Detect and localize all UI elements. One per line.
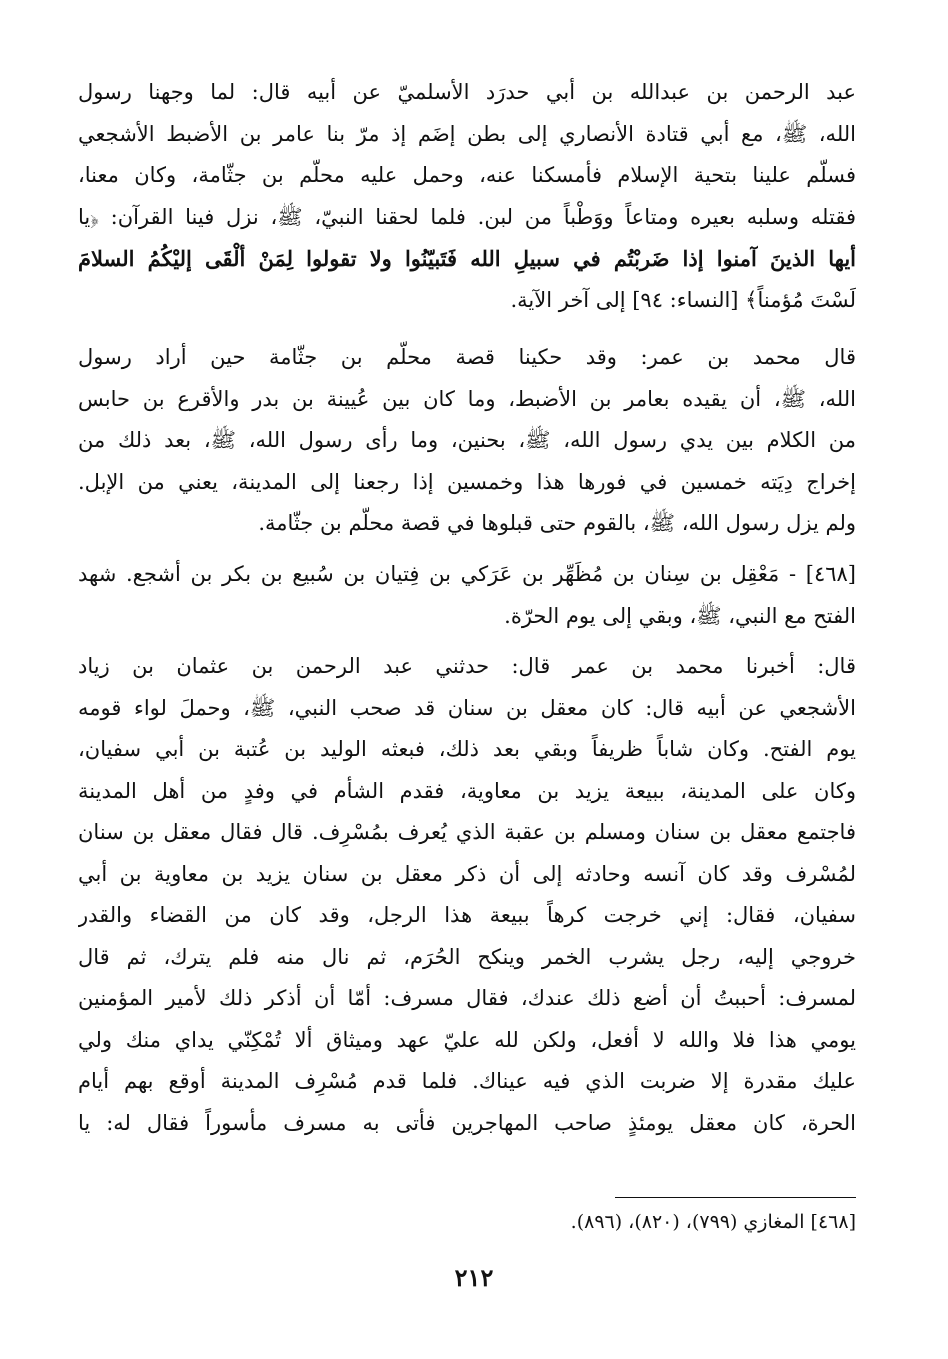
text-line: الحرة، كان معقل يومئذٍ صاحب المهاجرين فأتى به مسرف مأسوراً فقال له: يا <box>78 1110 856 1135</box>
text-line: عبد الرحمن بن عبدالله بن أبي حدرَد الأسلميّ عن أبيه قال: لما وجهنا رسول <box>78 80 856 104</box>
text-line: لَسْتَ مُؤمناً﴾ [النساء: ٩٤] إلى آخر الآية. <box>510 287 856 312</box>
text-line: قال: أخبرنا محمد بن عمر قال: حدثني عبد الرحمن بن عثمان بن زياد <box>78 654 856 678</box>
text-line: عليك مقدرة إلا ضربت الذي فيه عيناك. فلما قدم مُسْرِف المدينة أوقع بهم أيام <box>78 1069 856 1093</box>
text-line: فقتله وسلبه بعيره ومتاعاً ووَطْباً من لبن. فلما لحقنا النبيّ، ﷺ، نزل فينا القرآن: ﴿يا <box>78 204 856 229</box>
page-number: ٢١٢ <box>454 1263 494 1292</box>
text-line: سفيان، فقال: إني خرجت كرهاً ببيعة هذا الرجل، وقد كان من القضاء والقدر <box>78 903 856 927</box>
entry-title-line: [٤٦٨] - مَعْقِل بن سِنان بن مُظَهِّر بن عَرَكي بن فِتيان بن سُبيع بن بكر بن أشجع. شهد <box>78 562 856 586</box>
text-line: الأشجعي عن أبيه قال: كان معقل بن سنان قد صحب النبي، ﷺ، وحملَ لواء قومه <box>78 695 856 720</box>
text-line: الله، ﷺ، أن يقيده بعامر بن الأضبط، وما كان بين عُيينة بن بدر والأقرع بن حابس <box>78 386 856 411</box>
text-line: فاجتمع معقل بن سنان ومسلم بن عقبة الذي يُعرف بمُسْرِف. قال فقال معقل بن سنان <box>78 820 856 844</box>
text-line: لمسرف: أحببتُ أن أضع ذلك عندك، فقال مسرف: أمّا أن أذكر ذلك لأمير المؤمنين <box>78 986 856 1010</box>
text-line: إخراج دِيَته خمسين في فورها هذا وخمسين إذا رجعنا إلى المدينة، يعني من الإبل. <box>78 469 856 494</box>
text-line: خروجي إليه، رجل يشرب الخمر وينكح الحُرَم، ثم نال منه فلم يترك، ثم قال <box>78 944 856 969</box>
text-line: وكان على المدينة، ببيعة يزيد بن معاوية، فقدم الشأم في وفدٍ من أهل المدينة <box>78 778 856 803</box>
text-line: لمُسْرف وقد كان آنسه وحادثه إلى أن ذكر معقل بن سنان يزيد بن معاوية بن أبي <box>78 861 856 886</box>
text-line: الفتح مع النبي، ﷺ، وبقي إلى يوم الحرّة. <box>504 603 856 628</box>
paragraph-maqil-narration <box>78 646 856 1144</box>
text-line: قال محمد بن عمر: وقد حكينا قصة محلّم بن جثّامة حين أراد رسول <box>78 345 856 369</box>
entry-heading-maqil-ibn-sinan <box>78 554 856 637</box>
paragraph-hadith-narration <box>78 72 856 321</box>
text-line: يومي هذا فلا والله لا أفعل، ولكن لله عليّ عهد وميثاق ألا تُمْكِنّي يداي منك ولي <box>78 1027 856 1052</box>
quran-verse-line: أيها الذينَ آمنوا إذا ضَربْتُم في سبيلِ الله فَتَبيّنُوا ولا تقولوا لِمَنْ ألْقَى إليْكُمُ السلامَ <box>78 246 856 271</box>
paragraph-muhammad-ibn-umar <box>78 337 856 545</box>
footnote: [٤٦٨] المغازي (٧٩٩)، (٨٢٠)، (٨٩٦). <box>570 1211 856 1233</box>
text-line: ولم يزل رسول الله، ﷺ، بالقوم حتى قبلوها في قصة محلّم بن جثّامة. <box>258 511 856 535</box>
text-line: يوم الفتح. وكان شاباً ظريفاً وبقي بعد ذلك، فبعثه الوليد بن عُتبة بن أبي سفيان، <box>78 737 856 761</box>
text-line: من الكلام بين يدي رسول الله، ﷺ، بحنين، وما رأى رسول الله، ﷺ، بعد ذلك من <box>78 428 856 452</box>
text-line: فسلّم علينا بتحية الإسلام فأمسكنا عنه، وحمل عليه محلّم بن جثّامة، وكان معنا، <box>78 163 856 187</box>
footnote-divider <box>615 1197 856 1198</box>
text-line: الله، ﷺ، مع أبي قتادة الأنصاري إلى بطن إضَم إذ مرّ بنا عامر بن الأضبط الأشجعي <box>78 121 856 146</box>
